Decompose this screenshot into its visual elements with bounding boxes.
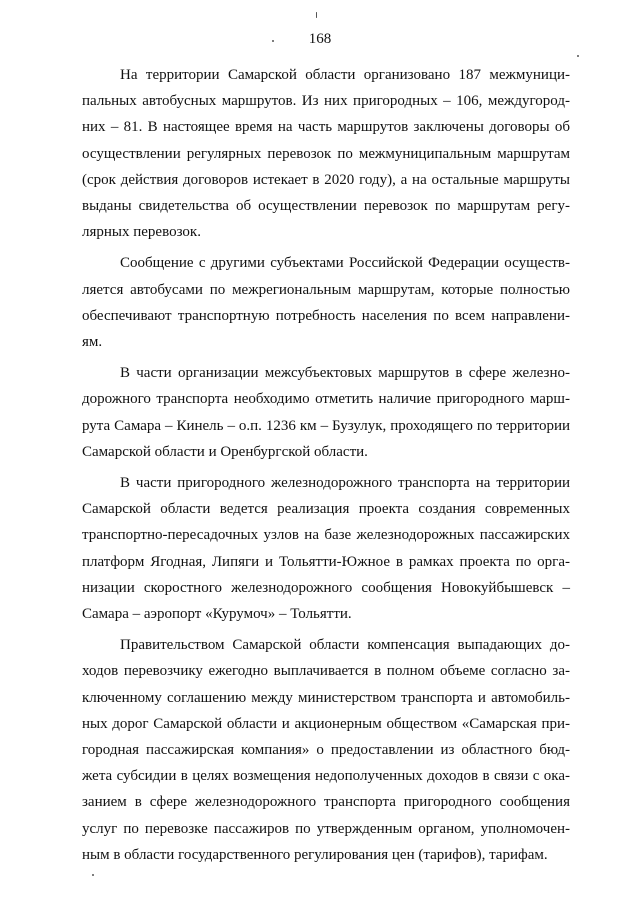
scan-speck [92,874,94,876]
scan-speck [316,12,317,18]
paragraph-compensation: Правительством Самарской области компенсация выпадающих доходов перевозчику ежегодно выплачивается в полном объеме согласно заключенному соглашению между министерством транспорта и автомобильных дорог Самарской области и акционерным обществом «Самарская пригородная пассажирская компания» о предоставлении из областного бюджета субсидии в целях возмещения недополученных доходов в связи с оказанием в сфере железнодорожного транспорта пригородного сообщения услуг по перевозке пассажиров по утвержденным органом, уполномоченным в области государственного регулирования цен (тарифов), тарифам. [82,637,570,863]
paragraph-bus-routes: На территории Самарской области организовано 187 межмуниципальных автобусных маршрутов. Из них пригородных – 106, междугородних – 81. В настоящее время на часть маршрутов заключены договоры об осуществлении регулярных перевозок по межмуниципальным маршрутам (срок действия договоров истекает в 2020 году), а на остальные маршруты выданы свидетельства об осуществлении перевозок по маршрутам регулярных перевозок. [82,67,570,241]
paragraph-interregional: Сообщение с другими субъектами Российской Федерации осуществляется автобусами по межрегиональным маршрутам, которые полностью обеспечивают транспортную потребность населения по всем направлениям. [82,255,570,351]
paragraph-suburban-rail: В части пригородного железнодорожного транспорта на территории Самарской области ведется реализация проекта создания современных транспортно-пересадочных узлов на базе железнодорожных пассажирских платформ Ягодная, Липяги и Тольятти-Южное в рамках проекта по организации скоростного железнодорожного сообщения Новокуйбышевск – Самара – аэропорт «Курумоч» – Тольятти. [82,475,570,623]
page-number: 168 [308,31,332,47]
scan-speck [272,40,274,42]
scan-speck [577,55,579,57]
document-body [82,62,570,873]
paragraph-rail-routes: В части организации межсубъектовых маршрутов в сфере железнодорожного транспорта необходимо отметить наличие пригородного маршрута Самара – Кинель – о.п. 1236 км – Бузулук, проходящего по территории Самарской области и Оренбургской области. [82,365,570,460]
